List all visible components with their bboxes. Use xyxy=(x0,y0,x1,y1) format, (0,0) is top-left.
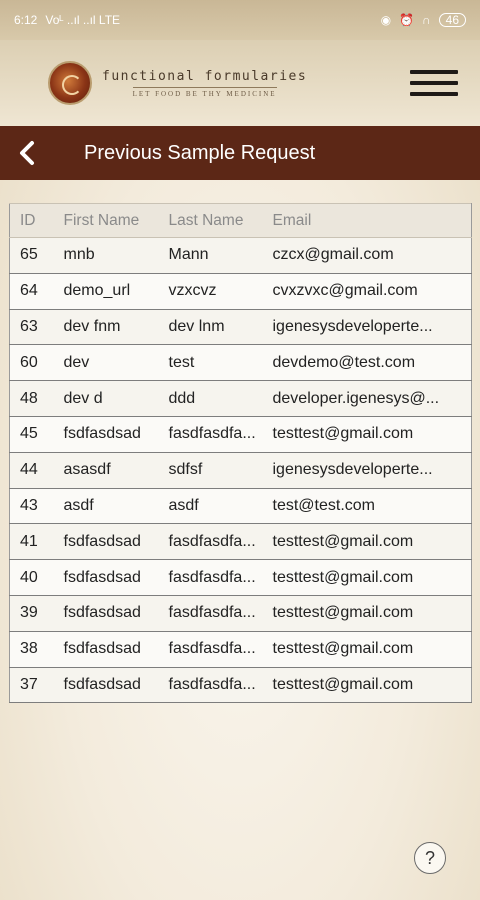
cell-last-name: fasdfasdfa... xyxy=(159,560,263,596)
cell-id: 39 xyxy=(10,595,54,631)
cell-last-name: ddd xyxy=(159,381,263,417)
cell-first-name: asdf xyxy=(54,488,159,524)
table-header-row xyxy=(10,204,472,238)
back-button[interactable] xyxy=(18,138,48,168)
cell-id: 38 xyxy=(10,631,54,667)
cell-id: 64 xyxy=(10,273,54,309)
table-body xyxy=(10,238,472,703)
table-row[interactable] xyxy=(10,524,472,560)
help-button[interactable]: ? xyxy=(414,842,446,874)
cell-id: 44 xyxy=(10,452,54,488)
cell-last-name: fasdfasdfa... xyxy=(159,524,263,560)
table-row[interactable] xyxy=(10,595,472,631)
cell-last-name: sdfsf xyxy=(159,452,263,488)
status-bar xyxy=(0,0,480,40)
cell-email: testtest@gmail.com xyxy=(263,667,472,703)
sample-request-table xyxy=(9,203,472,703)
table-row[interactable] xyxy=(10,416,472,452)
cell-id: 63 xyxy=(10,309,54,345)
cell-first-name: fsdfasdsad xyxy=(54,416,159,452)
table-row[interactable] xyxy=(10,381,472,417)
cell-first-name: fsdfasdsad xyxy=(54,631,159,667)
column-header-last-name: Last Name xyxy=(159,204,263,238)
hamburger-menu-icon[interactable] xyxy=(410,70,458,96)
cell-email: testtest@gmail.com xyxy=(263,595,472,631)
cell-email: testtest@gmail.com xyxy=(263,560,472,596)
status-right xyxy=(381,13,466,27)
brand-bar xyxy=(0,40,480,126)
cell-first-name: fsdfasdsad xyxy=(54,560,159,596)
cell-email: czcx@gmail.com xyxy=(263,238,472,274)
cell-email: igenesysdeveloperte... xyxy=(263,309,472,345)
table-row[interactable] xyxy=(10,560,472,596)
cell-last-name: dev lnm xyxy=(159,309,263,345)
table-row[interactable] xyxy=(10,309,472,345)
cell-first-name: fsdfasdsad xyxy=(54,524,159,560)
cell-email: testtest@gmail.com xyxy=(263,416,472,452)
table-row[interactable] xyxy=(10,667,472,703)
cell-last-name: fasdfasdfa... xyxy=(159,631,263,667)
cell-first-name: demo_url xyxy=(54,273,159,309)
status-time: 6:12 xyxy=(14,13,38,27)
alarm-icon: ⏰ xyxy=(399,13,415,27)
cell-last-name: asdf xyxy=(159,488,263,524)
cell-first-name: fsdfasdsad xyxy=(54,595,159,631)
cell-last-name: test xyxy=(159,345,263,381)
cell-first-name: dev d xyxy=(54,381,159,417)
cell-first-name: asasdf xyxy=(54,452,159,488)
column-header-first-name: First Name xyxy=(54,204,159,238)
cell-email: test@test.com xyxy=(263,488,472,524)
cell-first-name: dev xyxy=(54,345,159,381)
cell-email: testtest@gmail.com xyxy=(263,524,472,560)
page-title: Previous Sample Request xyxy=(84,141,316,164)
cell-last-name: vzxcvz xyxy=(159,273,263,309)
brand-text xyxy=(102,69,307,98)
cell-last-name: fasdfasdfa... xyxy=(159,416,263,452)
table-row[interactable] xyxy=(10,631,472,667)
cell-email: devdemo@test.com xyxy=(263,345,472,381)
table-row[interactable] xyxy=(10,238,472,274)
cell-id: 48 xyxy=(10,381,54,417)
cell-id: 45 xyxy=(10,416,54,452)
cell-email: testtest@gmail.com xyxy=(263,631,472,667)
table-row[interactable] xyxy=(10,452,472,488)
chevron-left-icon xyxy=(18,140,36,166)
cell-id: 37 xyxy=(10,667,54,703)
title-bar xyxy=(0,126,480,180)
cell-email: cvxzvxc@gmail.com xyxy=(263,273,472,309)
brand-tagline: LET FOOD BE THY MEDICINE xyxy=(133,87,277,98)
cell-first-name: dev fnm xyxy=(54,309,159,345)
table-row[interactable] xyxy=(10,345,472,381)
wifi-icon: ◉ xyxy=(380,13,392,27)
cell-first-name: fsdfasdsad xyxy=(54,667,159,703)
cell-id: 65 xyxy=(10,238,54,274)
cell-id: 60 xyxy=(10,345,54,381)
brand-logo-group xyxy=(48,61,307,105)
table-row[interactable] xyxy=(10,273,472,309)
cell-first-name: mnb xyxy=(54,238,159,274)
cell-id: 43 xyxy=(10,488,54,524)
brand-name: functional formularies xyxy=(102,68,308,84)
cell-id: 40 xyxy=(10,560,54,596)
headset-icon: ∩ xyxy=(422,13,431,27)
column-header-id: ID xyxy=(10,204,54,238)
brand-logo-icon xyxy=(48,61,92,105)
cell-email: igenesysdeveloperte... xyxy=(263,452,472,488)
cell-email: developer.igenesys@... xyxy=(263,381,472,417)
column-header-email: Email xyxy=(263,204,472,238)
signal-text: Voᴸ ..ıl ..ıl LTE xyxy=(45,13,121,27)
cell-last-name: fasdfasdfa... xyxy=(159,667,263,703)
status-left xyxy=(14,13,120,27)
cell-id: 41 xyxy=(10,524,54,560)
table-row[interactable] xyxy=(10,488,472,524)
battery-icon: 46 xyxy=(439,13,466,27)
cell-last-name: fasdfasdfa... xyxy=(159,595,263,631)
cell-last-name: Mann xyxy=(159,238,263,274)
